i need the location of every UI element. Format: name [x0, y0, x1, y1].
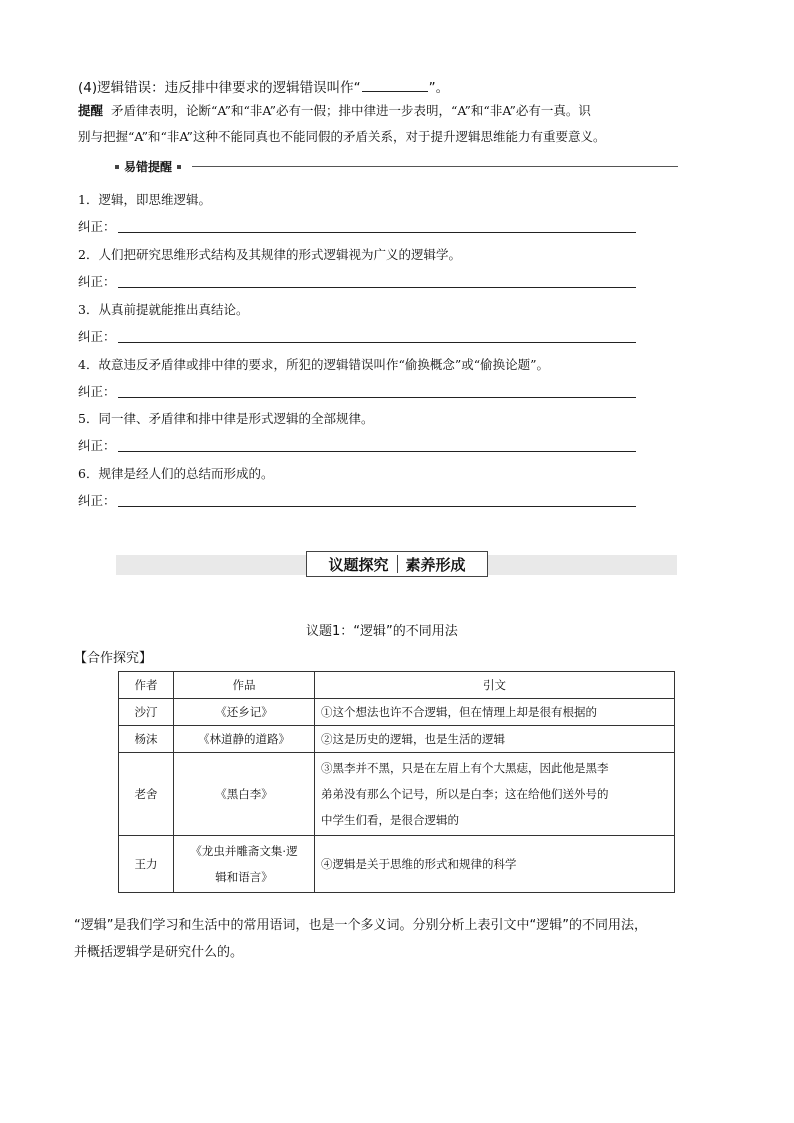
correction-input-1[interactable] [118, 231, 636, 233]
closing-paragraph [74, 912, 647, 966]
cooperation-tag: 【合作探究】 [74, 651, 153, 666]
question-4-line [78, 76, 449, 96]
correction-row-4 [78, 382, 636, 400]
work-line: 辑和语言》 [215, 870, 273, 884]
section-rule [192, 166, 678, 167]
table-header-row [119, 672, 675, 699]
errors-section-header [110, 158, 678, 175]
table-row [119, 726, 675, 753]
correction-input-2[interactable] [118, 286, 636, 288]
error-item-1: 1．逻辑，即思维逻辑。 [78, 192, 211, 207]
author-cell: 杨沫 [119, 726, 174, 753]
closing-line-1: “逻辑”是我们学习和生活中的常用语词，也是一个多义词。分别分析上表引文中“逻辑”的不同用法， [74, 918, 647, 933]
correction-row-2 [78, 272, 636, 290]
work-cell: 《还乡记》 [174, 699, 315, 726]
quote-line: 弟弟没有那么个记号，所以是白李；这在给他们送外号的 [321, 787, 609, 801]
author-cell: 王力 [119, 836, 174, 893]
correction-input-3[interactable] [118, 341, 636, 343]
correction-input-6[interactable] [118, 505, 636, 507]
banner [306, 551, 488, 577]
work-line: 《龙虫并雕斋文集·逻 [190, 844, 298, 858]
errors-section-title: 易错提醒 [124, 160, 173, 174]
tip-line-1 [78, 98, 605, 124]
tip-line-2: 别与把握“A”和“非A”这种不能同真也不能同假的矛盾关系，对于提升逻辑思维能力有重要意义。 [78, 129, 606, 144]
tip-text-1: 矛盾律表明，论断“A”和“非A”必有一假；排中律进一步表明，“A”和“非A”必有一真。识 [111, 103, 591, 118]
author-cell: 沙汀 [119, 699, 174, 726]
error-item-6: 6．规律是经人们的总结而形成的。 [78, 466, 274, 481]
header-author: 作者 [119, 672, 174, 699]
table-row [119, 753, 675, 836]
error-item-2: 2．人们把研究思维形式结构及其规律的形式逻辑视为广义的逻辑学。 [78, 247, 461, 262]
quote-line: ③黑李并不黑，只是在左眉上有个大黑痣，因此他是黑李 [321, 761, 609, 775]
quote-cell: ②这是历史的逻辑，也是生活的逻辑 [315, 726, 675, 753]
correction-label: 纠正： [78, 438, 116, 453]
tip-label: 提醒 [78, 103, 104, 118]
work-cell [174, 836, 315, 893]
header-quote: 引文 [315, 672, 675, 699]
error-item-5: 5．同一律、矛盾律和排中律是形式逻辑的全部规律。 [78, 411, 374, 426]
correction-row-6 [78, 491, 636, 509]
quote-cell: ④逻辑是关于思维的形式和规律的科学 [315, 836, 675, 893]
banner-right: 素养形成 [405, 555, 466, 574]
bullet-left-icon [115, 165, 119, 169]
correction-label: 纠正： [78, 384, 116, 399]
correction-label: 纠正： [78, 274, 116, 289]
table-row [119, 836, 675, 893]
quotes-table [118, 671, 675, 893]
work-cell: 《黑白李》 [174, 753, 315, 836]
correction-input-5[interactable] [118, 450, 636, 452]
correction-label: 纠正： [78, 329, 116, 344]
error-item-4: 4．故意违反矛盾律或排中律的要求，所犯的逻辑错误叫作“偷换概念”或“偷换论题”。 [78, 357, 550, 372]
correction-label: 纠正： [78, 219, 116, 234]
question-4-prefix: (4)逻辑错误：违反排中律要求的逻辑错误叫作“ [78, 80, 361, 96]
table-row [119, 699, 675, 726]
question-4-suffix: ”。 [428, 80, 450, 96]
answer-blank[interactable] [362, 79, 428, 92]
work-cell: 《林道静的道路》 [174, 726, 315, 753]
topic-title: 议题1：“逻辑”的不同用法 [306, 624, 458, 639]
quote-line: 中学生们看，是很合逻辑的 [321, 813, 459, 827]
error-item-3: 3．从真前提就能推出真结论。 [78, 302, 249, 317]
correction-label: 纠正： [78, 493, 116, 508]
closing-line-2: 并概括逻辑学是研究什么的。 [74, 945, 244, 960]
header-work: 作品 [174, 672, 315, 699]
tip-block [78, 98, 605, 150]
banner-left: 议题探究 [328, 555, 389, 574]
correction-row-5 [78, 436, 636, 454]
correction-row-3 [78, 327, 636, 345]
author-cell: 老舍 [119, 753, 174, 836]
correction-row-1 [78, 217, 636, 235]
bullet-right-icon [177, 165, 181, 169]
quote-cell [315, 753, 675, 836]
quote-cell: ①这个想法也许不合逻辑，但在情理上却是很有根据的 [315, 699, 675, 726]
correction-input-4[interactable] [118, 396, 636, 398]
